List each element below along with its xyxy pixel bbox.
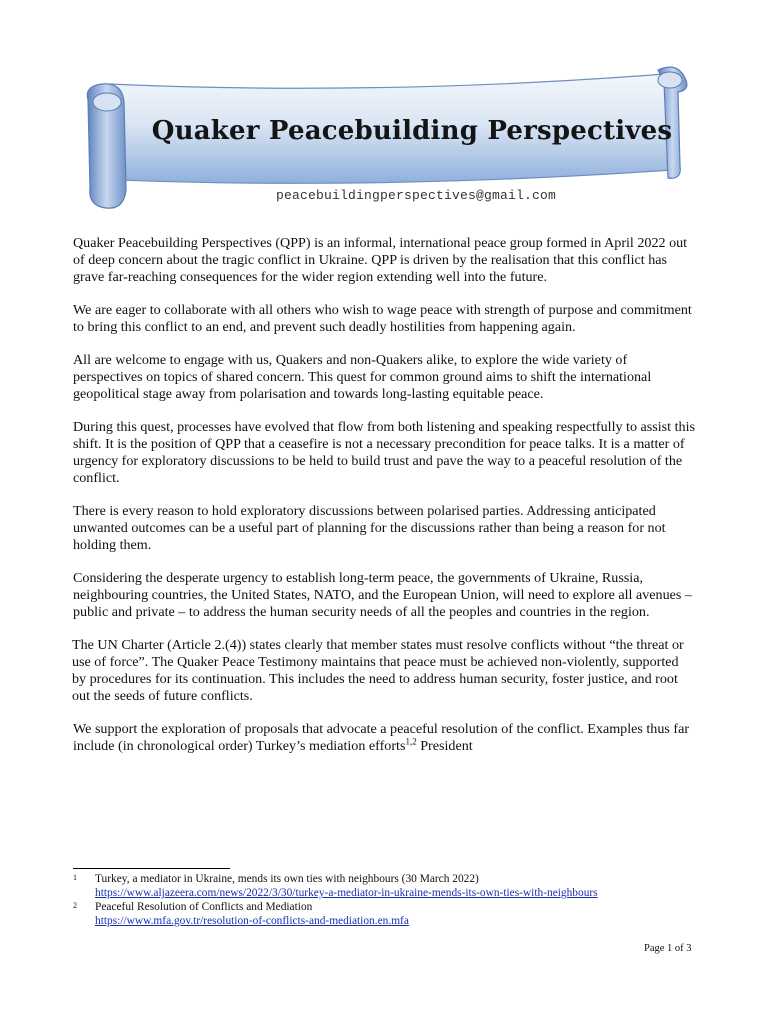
footnote-2 [73,900,713,928]
page-label: Page [644,943,665,954]
proposals-tail: President [416,738,473,754]
paragraph-proposals [73,721,695,755]
footnote-separator [73,868,230,869]
paragraph-collaborate: We are eager to collaborate with all others who wish to wage peace with strength of purpose and commitment to bring this conflict to an end, and prevent such deadly hostilities from happening again. [73,302,692,335]
document-body [73,235,695,771]
footnotes [73,872,713,928]
paragraph-urgency: Considering the desperate urgency to establish long-term peace, the governments of Ukraine, Russia, neighbouring countries, the United States, NATO, and the European Union, will need to explore all avenues – public and private – to address the human security needs of all the peoples and countries in the region. [73,570,692,620]
paragraph-welcome: All are welcome to engage with us, Quakers and non-Quakers alike, to explore the wide variety of perspectives on topics of shared concern. This quest for common ground aims to shift the international geopolitical stage away from polarisation and towards long-lasting equitable peace. [73,352,652,402]
footnote-text: Turkey, a mediator in Ukraine, mends its own ties with neighbours (30 March 2022) [95,873,479,885]
footnote-ref-1[interactable]: 1 [405,736,410,747]
footnote-ref-separator: , [409,736,413,747]
paragraph-intro: Quaker Peacebuilding Perspectives (QPP) is an informal, international peace group formed in April 2022 out of deep concern about the tragic conflict in Ukraine. QPP is driven by the realisation that this conflict has grave far-reaching consequences for the wider region extending well into the future. [73,235,688,285]
footnote-ref-2[interactable]: 2 [412,736,417,747]
footnote-link[interactable]: https://www.aljazeera.com/news/2022/3/30/turkey-a-mediator-in-ukraine-mends-its-own-ties-with-neighbours [95,887,598,899]
page-total: 3 [686,943,692,954]
banner-email: peacebuildingperspectives@gmail.com [276,188,557,203]
footnote-number: 1 [73,873,77,882]
page-number [644,943,692,954]
paragraph-un-charter: The UN Charter (Article 2.(4)) states clearly that member states must resolve conflicts without “the threat or use of force”. The Quaker Peace Testimony maintains that peace must be achieved non-violently, supported by procedures for its continuation. This includes the need to address human security, foster justice, and root out the seeds of future conflicts. [72,637,684,704]
proposals-text: We support the exploration of proposals that advocate a peaceful resolution of the conflict. Examples thus far include (in chronological order) Turkey’s mediation efforts [73,721,690,754]
footnote-link[interactable]: https://www.mfa.gov.tr/resolution-of-conflicts-and-mediation.en.mfa [95,915,409,927]
footnote-1 [73,872,713,900]
footnote-number: 2 [73,901,77,910]
page-of: of [674,943,684,954]
footnote-text: Peaceful Resolution of Conflicts and Mediation [95,901,313,913]
page-current: 1 [667,943,673,954]
paragraph-discussions: There is every reason to hold exploratory discussions between polarised parties. Addressing anticipated unwanted outcomes can be a useful part of planning for the discussions rather than being a reason for not holding them. [73,503,666,553]
paragraph-quest: During this quest, processes have evolved that flow from both listening and speaking respectfully to assist this shift. It is the position of QPP that a ceasefire is not a necessary precondition for peace talks. It is a matter of urgency for exploratory discussions to be held to build trust and pave the way to a peaceful resolution of the conflict. [73,419,695,486]
header-banner [80,62,700,212]
banner-title: Quaker Peacebuilding Perspectives [151,116,673,146]
